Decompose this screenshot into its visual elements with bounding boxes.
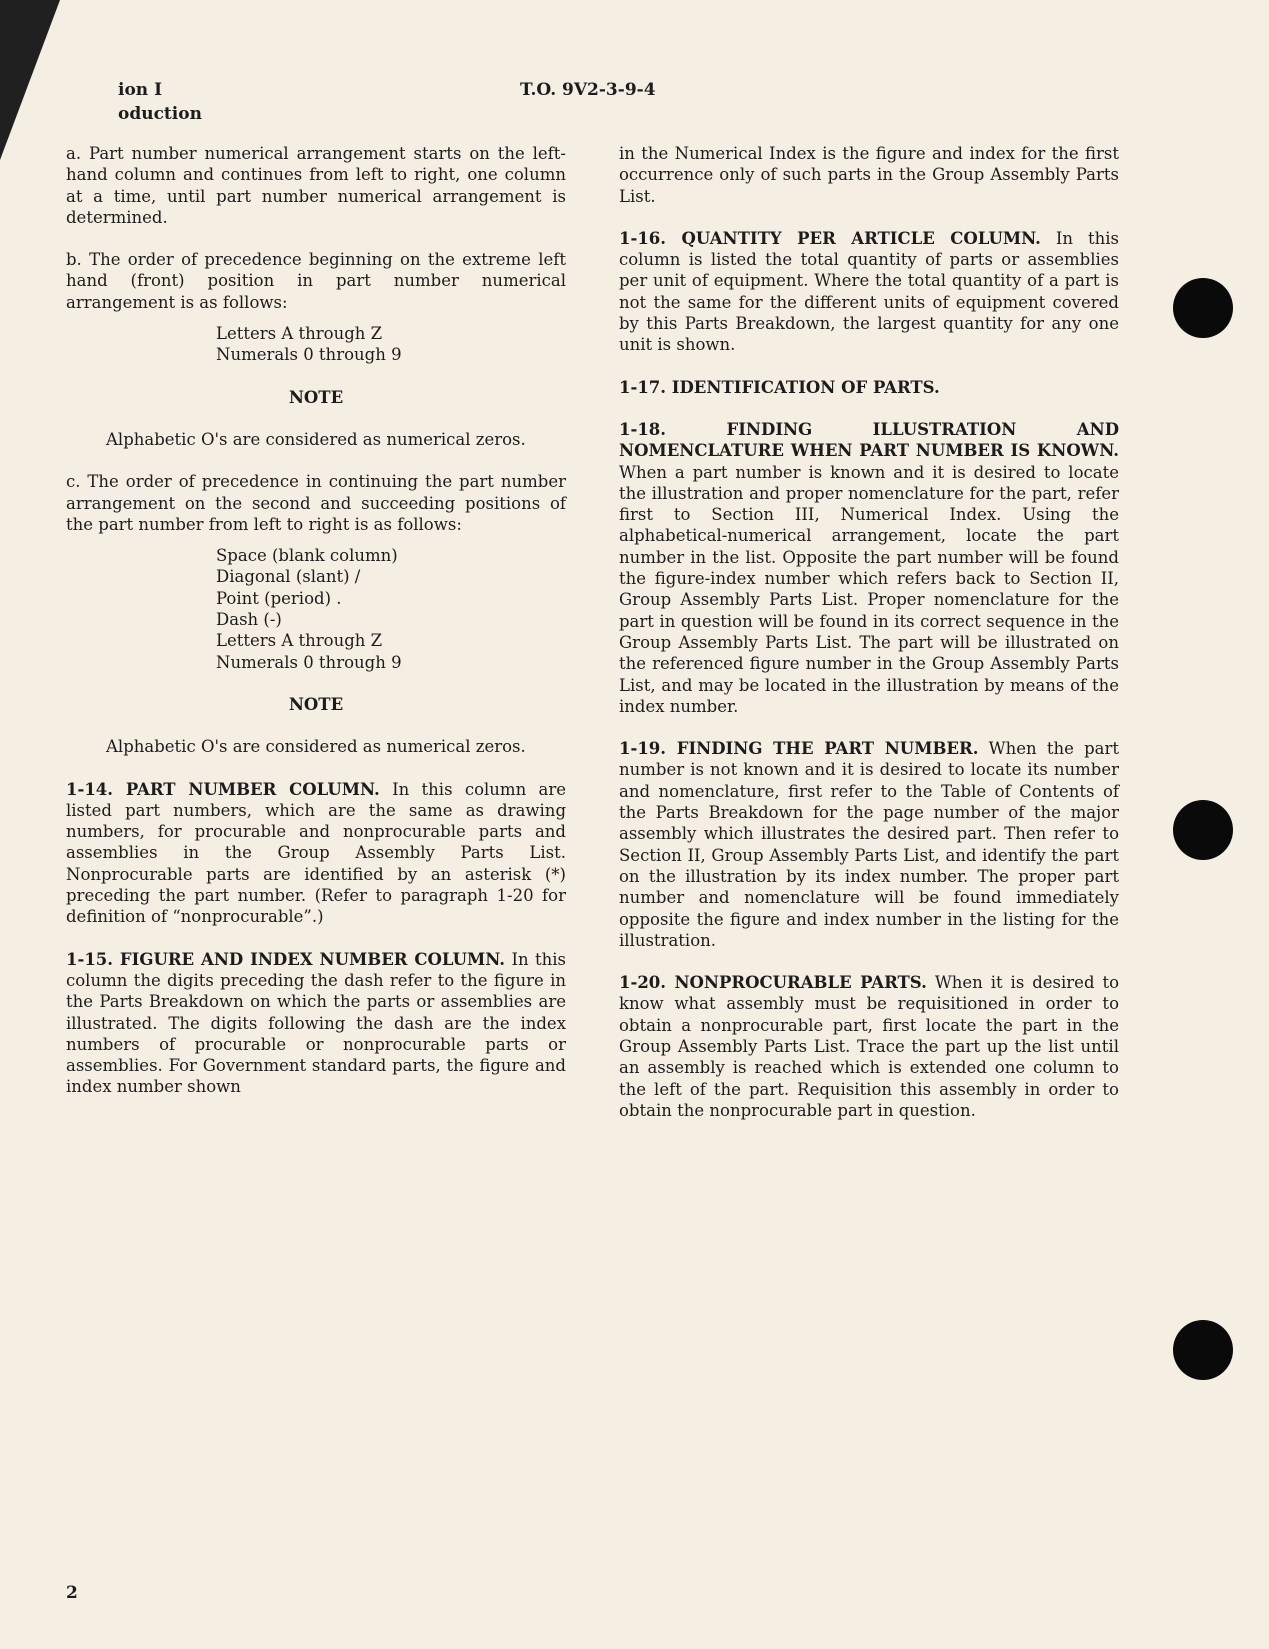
note-text: Alphabetic O's are considered as numerical zeros. [106,429,526,449]
paragraph-1-15 [66,949,566,1098]
list-item: Dash (-) [216,610,282,630]
section-subtitle: oduction [118,104,202,124]
paragraph-body: In this column are listed part numbers, which are the same as drawing numbers, for procurable and nonprocurable parts and assemblies in the Group Assembly Parts List. Nonprocurable parts are identified by an asterisk (*) preceding the part number. (Refer to paragraph 1-20 for definition of “nonprocurable”.) [66,779,566,927]
paragraph-heading: 1-20. NONPROCURABLE PARTS. [619,973,927,993]
to-number: T.O. 9V2-3-9-4 [520,80,656,100]
paragraph-1-16 [619,228,1119,356]
note-text: Alphabetic O's are considered as numerical zeros. [106,737,526,757]
paragraph-1-20 [619,972,1119,1121]
list-item: Point (period) . [216,588,342,608]
section-label: ion I [118,80,163,100]
paragraph-heading: 1-19. FINDING THE PART NUMBER. [619,739,979,759]
list-item: Numerals 0 through 9 [216,652,402,672]
paragraph-heading: 1-14. PART NUMBER COLUMN. [66,779,380,799]
paragraph-b: b. The order of precedence beginning on the extreme left hand (front) position in part number numerical arrangement is as follows: [66,250,566,312]
paragraph-body: When a part number is known and it is desired to locate the illustration and proper nomenclature for the part, refer first to Section III, Numerical Index. Using the alphabetical-numerical arrangement, locate the part number in the list. Opposite the part number will be found the figure-index number which refers back to Section II, Group Assembly Parts List. Proper nomenclature for the part in question will be found in its correct sequence in the Group Assembly Parts List. The part will be illustrated on the referenced figure number in the Group Assembly Parts List, and may be located in the illustration by means of the index number. [619,462,1119,716]
note-title: NOTE [288,694,344,714]
precedence-list-2 [216,545,566,673]
paragraph-1-19 [619,738,1119,951]
binder-hole [1173,800,1233,860]
list-item: Space (blank column) [216,546,398,566]
paragraph-1-18 [619,419,1119,717]
page-number: 2 [66,1583,78,1603]
binder-hole [1173,278,1233,338]
paragraph-1-15-continued: in the Numerical Index is the figure and index for the first occurrence only of such parts in the Group Assembly Parts List. [619,144,1119,206]
list-item: Letters A through Z [216,324,383,344]
paragraph-heading: 1-18. FINDING ILLUSTRATION AND NOMENCLATURE WHEN PART NUMBER IS KNOWN. [619,419,1119,461]
paragraph-body: When it is desired to know what assembly must be requisitioned in order to obtain a nonprocurable part, first locate the part in the Group Assembly Parts List. Trace the part up the list until an assembly is reached which is extended one column to the left of the part. Requisition this assembly in order to obtain the nonprocurable part in question. [619,973,1120,1120]
paragraph-body: In this column is listed the total quantity of parts or assemblies per unit of equipment. Where the total quantity of a part is not the same for the different units of equipment covered by this Parts Breakdown, the largest quantity for any one unit is shown. [619,228,1119,355]
paragraph-1-14 [66,779,566,928]
paragraph-a: a. Part number numerical arrangement starts on the left-hand column and continues from left to right, one column at a time, until part number numerical arrangement is determined. [66,144,566,227]
paragraph-body: In this column the digits preceding the dash refer to the figure in the Parts Breakdown on which the parts or assemblies are illustrated. The digits following the dash are the index numbers of procurable or nonprocurable parts or assemblies. For Government standard parts, the figure and index number shown [66,949,566,1097]
paragraph-body: When the part number is not known and it is desired to locate its number and nomenclature, first refer to the Table of Contents of the Parts Breakdown for the page number of the major assembly which illustrates the desired part. Then refer to Section II, Group Assembly Parts List, and identify the part on the illustration by its index number. The proper part number and nomenclature will be found immediately opposite the figure and index number in the listing for the illustration. [619,739,1119,950]
right-column [619,143,1119,1142]
binder-hole [1173,1320,1233,1380]
paragraph-heading: 1-15. FIGURE AND INDEX NUMBER COLUMN. [66,949,506,969]
paragraph-c: c. The order of precedence in continuing the part number arrangement on the second and succeeding positions of the part number from left to right is as follows: [66,472,566,534]
paragraph-1-17 [619,377,1119,398]
list-item: Numerals 0 through 9 [216,345,402,365]
list-item: Diagonal (slant) / [216,567,361,587]
paragraph-heading: 1-17. IDENTIFICATION OF PARTS. [619,377,940,397]
precedence-list-1 [216,323,566,366]
page-corner-shadow [0,0,60,160]
left-column [66,143,566,1119]
note-title: NOTE [288,387,344,407]
paragraph-heading: 1-16. QUANTITY PER ARTICLE COLUMN. [619,228,1041,248]
list-item: Letters A through Z [216,631,383,651]
section-header [118,78,202,126]
